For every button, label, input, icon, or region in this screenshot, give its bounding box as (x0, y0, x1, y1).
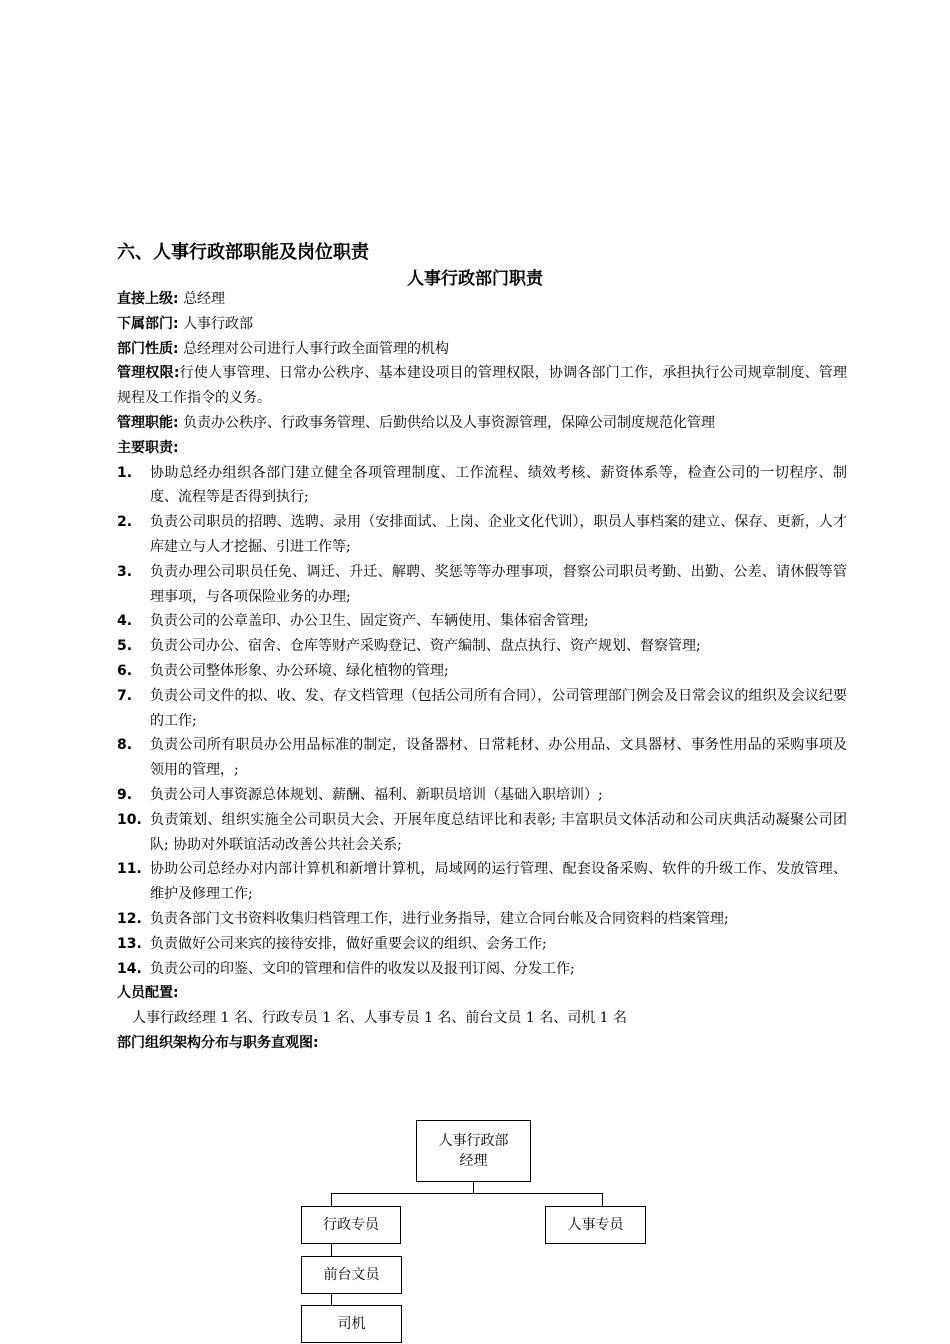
duty-item (117, 783, 847, 808)
duty-number: 4. (117, 613, 133, 630)
function-label: 管理职能: (117, 414, 179, 431)
duty-number: 7. (117, 687, 133, 704)
hr-specialist-box (545, 1206, 646, 1244)
duty-text: 负责做好公司来宾的接待安排，做好重要会议的组织、会务工作; (150, 935, 547, 952)
duty-item (117, 560, 847, 610)
authority-label: 管理权限: (117, 365, 180, 382)
duty-number: 9. (117, 786, 133, 803)
connector-line (331, 1294, 332, 1305)
nature-label: 部门性质: (117, 340, 179, 357)
manager-title-line2: 经理 (459, 1153, 488, 1169)
duty-text: 协助总经办组织各部门建立健全各项管理制度、工作流程、绩效考核、薪资体系等，检查公司的一切程序、制度、流程等是否得到执行; (150, 464, 847, 506)
duty-text: 负责公司的公章盖印、办公卫生、固定资产、车辆使用、集体宿舍管理; (150, 613, 589, 630)
superior-row (117, 287, 847, 312)
duty-text: 负责各部门文书资料收集归档管理工作，进行业务指导，建立合同台帐及合同资料的档案管理; (150, 910, 729, 927)
duty-item (117, 808, 847, 858)
function-row (117, 411, 847, 436)
nature-value: 总经理对公司进行人事行政全面管理的机构 (183, 340, 450, 357)
authority-value: 行使人事管理、日常办公秩序、基本建设项目的管理权限，协调各部门工作，承担执行公司规章制度、管理规程及工作指令的义务。 (117, 365, 847, 407)
section-title: 六、人事行政部职能及岗位职责 (117, 242, 369, 263)
duty-text: 负责公司所有职员办公用品标准的制定，设备器材、日常耗材、办公用品、文具器材、事务性用品的采购事项及领用的管理，; (150, 737, 847, 779)
duty-item (117, 659, 847, 684)
driver-label: 司机 (337, 1316, 366, 1332)
duty-text: 负责策划、组织实施全公司职员大会、开展年度总结评比和表彰; 丰富职员文体活动和公司庆典活动凝聚公司团队; 协助对外联谊活动改善公共社会关系; (150, 811, 847, 853)
admin-specialist-label: 行政专员 (323, 1217, 379, 1233)
staffing-text: 人事行政经理 1 名、行政专员 1 名、人事专员 1 名、前台文员 1 名、司机 1 名 (132, 1010, 628, 1027)
duty-item (117, 932, 847, 957)
duty-text: 负责公司办公、宿舍、仓库等财产采购登记、资产编制、盘点执行、资产规划、督察管理; (150, 638, 701, 655)
staffing-label: 人员配置: (117, 985, 179, 1002)
duty-number: 14. (117, 960, 142, 977)
duty-item (117, 907, 847, 932)
duty-number: 11. (117, 861, 142, 878)
hr-specialist-label: 人事专员 (567, 1217, 624, 1233)
connector-line (331, 1193, 603, 1194)
document-body (117, 287, 847, 1056)
duty-item (117, 733, 847, 783)
duty-number: 3. (117, 563, 133, 580)
duty-number: 5. (117, 638, 133, 655)
manager-box (416, 1120, 531, 1182)
reception-clerk-box (301, 1256, 402, 1294)
org-chart-label: 部门组织架构分布与职务直观图: (117, 1034, 319, 1051)
nature-row (117, 337, 847, 362)
admin-specialist-box (301, 1206, 401, 1244)
connector-line (331, 1193, 332, 1207)
dept-label: 下属部门: (117, 315, 179, 332)
duty-number: 12. (117, 910, 142, 927)
duty-item (117, 609, 847, 634)
duty-text: 负责办理公司职员任免、调迁、升迁、解聘、奖惩等等办理事项，督察公司职员考勤、出勤、公差、请休假等管理事项，与各项保险业务的办理; (150, 563, 847, 605)
duty-item (117, 957, 847, 982)
duty-item (117, 857, 847, 907)
duty-text: 负责公司的印鉴、文印的管理和信件的收发以及报刊订阅、分发工作; (150, 960, 575, 977)
dept-value: 人事行政部 (183, 315, 254, 332)
duty-text: 负责公司人事资源总体规划、薪酬、福利、新职员培训（基础入职培训）; (150, 786, 603, 803)
duty-item (117, 684, 847, 734)
duty-text: 负责公司职员的招聘、选聘、录用（安排面试、上岗、企业文化代训），职员人事档案的建立、保存、更新，人才库建立与人才挖掘、引进工作等; (150, 514, 847, 555)
duty-text: 协助公司总经办对内部计算机和新增计算机，局域网的运行管理、配套设备采购、软件的升级工作、发放管理、维护及修理工作; (150, 861, 847, 903)
duty-text: 负责公司整体形象、办公环境、绿化植物的管理; (150, 662, 449, 679)
duty-item (117, 461, 847, 511)
duty-number: 10. (117, 811, 142, 828)
manager-title-line1: 人事行政部 (438, 1133, 509, 1149)
authority-row (117, 361, 847, 411)
duty-number: 2. (117, 514, 133, 531)
duty-number: 8. (117, 737, 133, 754)
duty-number: 6. (117, 662, 133, 679)
superior-value: 总经理 (183, 291, 226, 307)
duty-number: 1. (117, 464, 133, 481)
duty-item (117, 634, 847, 659)
duties-label: 主要职责: (117, 439, 179, 456)
superior-label: 直接上级: (117, 291, 179, 307)
doc-title: 人事行政部门职责 (407, 269, 543, 289)
duty-item (117, 510, 847, 560)
driver-box (301, 1305, 402, 1343)
dept-row (117, 312, 847, 337)
duty-text: 负责公司文件的拟、收、发、存文档管理（包括公司所有合同），公司管理部门例会及日常会议的组织及会议纪要的工作; (150, 687, 847, 729)
connector-line (331, 1244, 332, 1256)
reception-clerk-label: 前台文员 (323, 1267, 380, 1283)
connector-line (602, 1193, 603, 1207)
function-value: 负责办公秩序、行政事务管理、后勤供给以及人事资源管理，保障公司制度规范化管理 (183, 414, 716, 431)
duty-number: 13. (117, 935, 142, 952)
